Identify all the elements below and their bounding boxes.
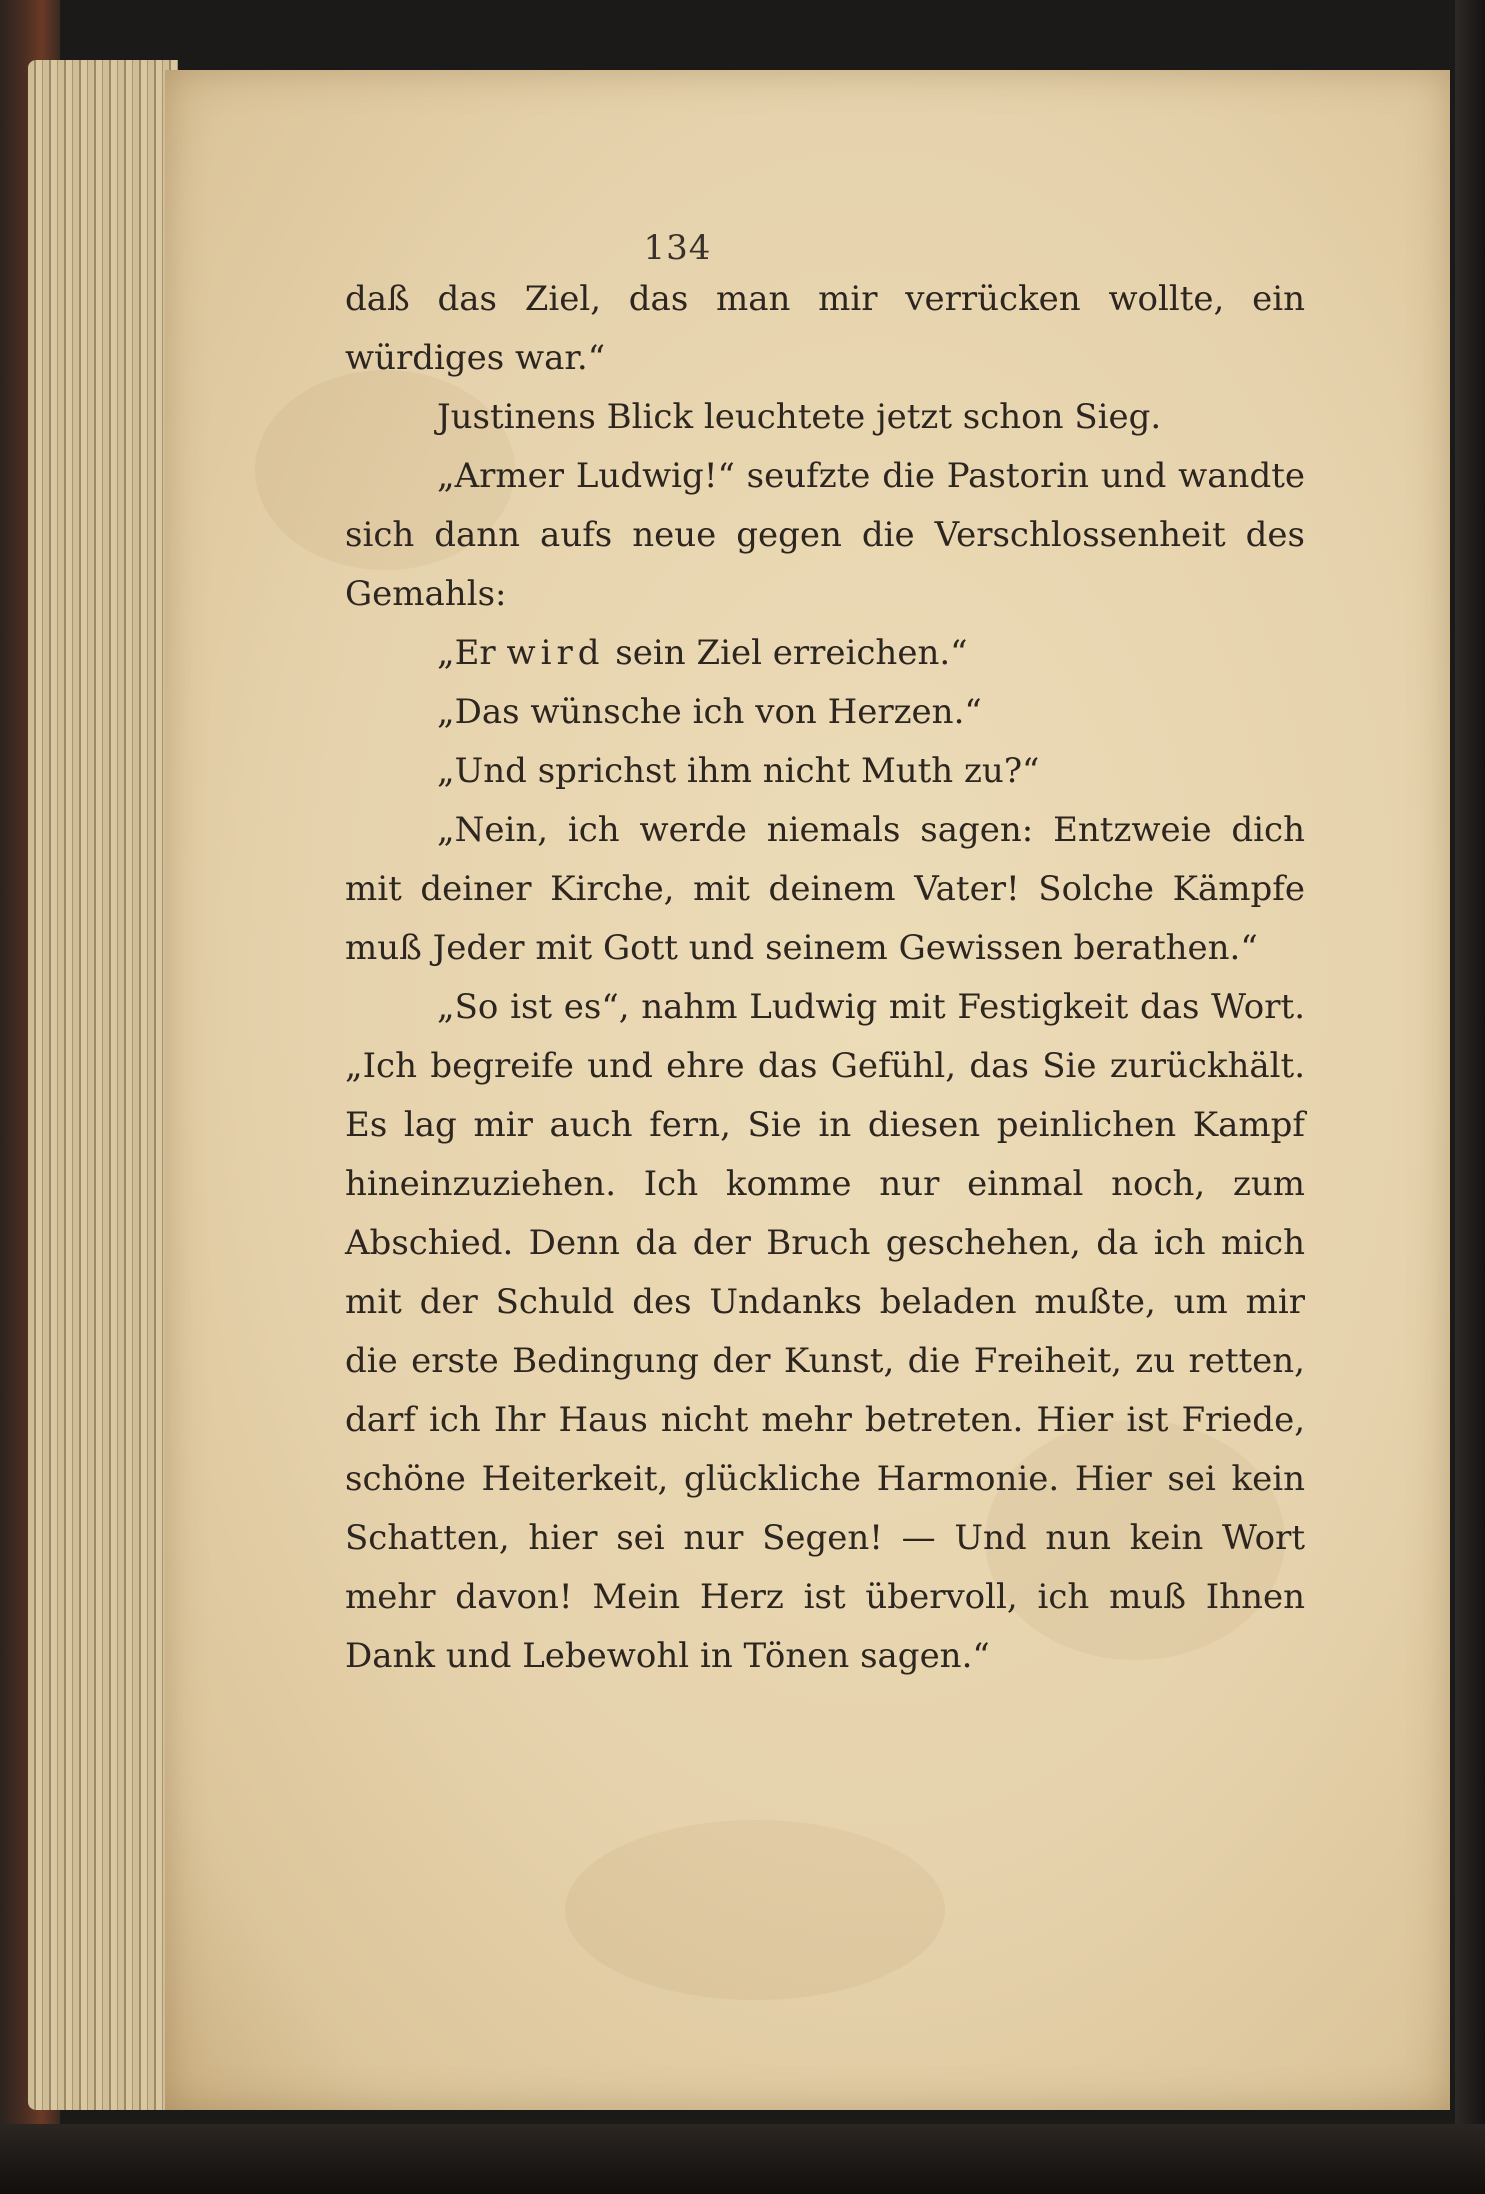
paragraph (345, 624, 1305, 683)
paragraph: Justinens Blick leuchtete jetzt schon Sieg. (437, 397, 1162, 437)
book-cover-right (1455, 0, 1485, 2194)
book-cover-bottom (0, 2124, 1485, 2194)
text-fragment: sein Ziel erreichen.“ (604, 633, 968, 673)
paragraph: „Das wünsche ich von Herzen.“ (437, 692, 982, 732)
paragraph: „Armer Ludwig!“ seufzte die Pastorin und wandte sich dann aufs neue gegen die Verschlossenheit des Gemahls: (345, 456, 1305, 614)
emphasized-word: wird (506, 633, 605, 673)
paragraph: „Und sprichst ihm nicht Muth zu?“ (437, 751, 1040, 791)
body-text (345, 270, 1305, 1686)
paragraph: „So ist es“, nahm Ludwig mit Festigkeit das Wort. „Ich begreife und ehre das Gefühl, das Sie zurückhält. Es lag mir auch fern, Sie in diesen peinlichen Kampf hineinzuziehen. Ich komme nur einmal noch, zum Abschied. Denn da der Bruch geschehen, da ich mich mit der Schuld des Undanks beladen mußte, um mir die erste Bedingung der Kunst, die Freiheit, zu retten, darf ich Ihr Haus nicht mehr betreten. Hier ist Friede, schöne Heiterkeit, glückliche Harmonie. Hier sei kein Schatten, hier sei nur Segen! — Und nun kein Wort mehr davon! Mein Herz ist übervoll, ich muß Ihnen Dank und Lebewohl in Tönen sagen.“ (345, 987, 1305, 1676)
text-fragment: „Er (437, 633, 507, 673)
paragraph: daß das Ziel, das man mir verrücken wollte, ein würdiges war.“ (345, 279, 1305, 378)
page-edges (28, 60, 178, 2110)
page-number: 134 (643, 228, 712, 268)
paper-stain (565, 1820, 945, 2000)
paragraph: „Nein, ich werde niemals sagen: Entzweie dich mit deiner Kirche, mit deinem Vater! Solche Kämpfe muß Jeder mit Gott und seinem Gewissen berathen.“ (345, 810, 1305, 968)
